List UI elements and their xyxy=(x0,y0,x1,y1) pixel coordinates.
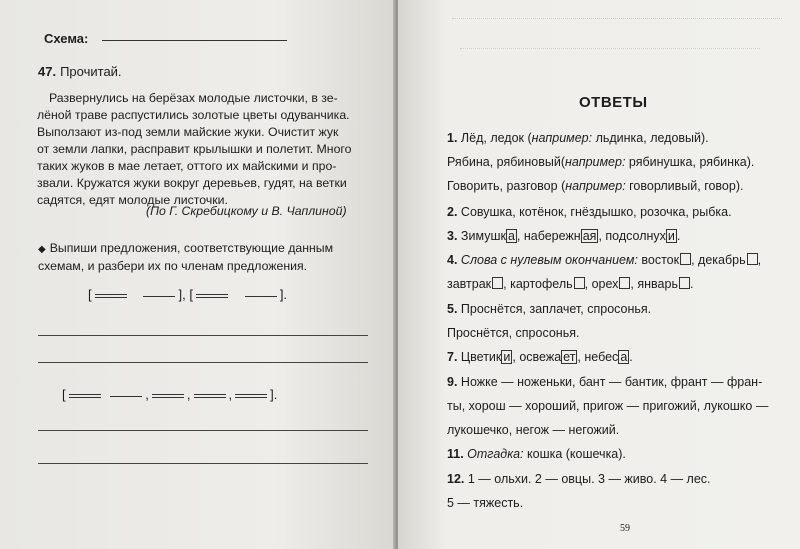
ending-box: ая xyxy=(582,229,597,243)
task-line: Выпиши предложения, соответствующие данным xyxy=(49,241,334,255)
null-ending-box xyxy=(492,277,503,289)
exercise-47-heading xyxy=(38,64,122,79)
null-ending-box xyxy=(679,277,690,289)
predicate-mark xyxy=(69,394,101,398)
answer-5: 5. Проснётся, заплачет, спросонья. xyxy=(447,302,652,316)
predicate-mark xyxy=(95,294,127,298)
null-ending-box xyxy=(747,253,758,265)
answer-3: 3. Зимушк а , набережн ая , подсолнух и . xyxy=(447,229,681,243)
answer-9-line-2: ты, хорош — хороший, пригож — пригожий, лукошко — xyxy=(447,399,769,413)
text-line: Выползают из-под земли майские жуки. Очистит жук xyxy=(37,125,339,139)
show-through-text xyxy=(460,40,760,49)
answer-1-line-3: Говорить, разговор (например: говорливый, говор). xyxy=(447,179,744,193)
ending-box: а xyxy=(507,229,515,243)
ending-box: и xyxy=(503,350,511,364)
exercise-47-text xyxy=(37,90,372,209)
null-ending-box xyxy=(680,253,691,265)
answer-9: 9. Ножке — ноженьки, бант — бантик, франт — фран- xyxy=(447,375,763,389)
predicate-mark xyxy=(194,394,226,398)
text-line: звали. Кружатся жуки вокруг деревьев, гудят, на ветки xyxy=(37,176,347,190)
schema-answer-line xyxy=(102,40,287,41)
text-line: садятся, едят молодые листочки. xyxy=(37,193,228,207)
answer-7: 7. Цветик и , освежа ет , небес а . xyxy=(447,350,633,364)
text-source: (По Г. Скребицкому и В. Чаплиной) xyxy=(146,204,347,218)
predicate-mark xyxy=(196,294,228,298)
answer-11: 11. Отгадка: кошка (кошечка). xyxy=(447,447,626,461)
task-instruction xyxy=(38,240,373,275)
schema-label: Схема: xyxy=(44,31,89,46)
text-line: лёной траве распустились золотые цветы одуванчика. xyxy=(37,108,350,122)
sentence-scheme-2: [ , , , ]. xyxy=(62,387,278,402)
answer-9-line-3: лукошечко, негож — негожий. xyxy=(447,423,620,437)
predicate-mark xyxy=(235,394,267,398)
answer-12-line-2: 5 — тяжесть. xyxy=(447,496,524,510)
ending-box: а xyxy=(620,350,628,364)
subject-mark xyxy=(245,296,277,297)
answer-1: 1. Лёд, ледок (например: льдинка, ледовый). xyxy=(447,131,709,145)
null-ending-box xyxy=(619,277,630,289)
answer-2: 2. Совушка, котёнок, гнёздышко, розочка, рыбка. xyxy=(447,205,732,219)
ending-box: ет xyxy=(563,350,576,364)
ending-box: и xyxy=(667,229,675,243)
writing-line xyxy=(38,335,368,336)
writing-line xyxy=(38,430,368,431)
exercise-instruction: Прочитай. xyxy=(60,64,122,79)
answer-12: 12. 1 — ольхи. 2 — овцы. 3 — живо. 4 — лес. xyxy=(447,472,711,486)
text-line: от земли лапки, расправит крылышки и полетит. Много xyxy=(37,142,352,156)
exercise-number: 47. xyxy=(38,64,57,79)
writing-line xyxy=(38,463,368,464)
predicate-mark xyxy=(152,394,184,398)
null-ending-box xyxy=(574,277,585,289)
subject-mark xyxy=(143,296,175,297)
text-line: таких жуков в мае летает, оттого их майскими и про- xyxy=(37,159,337,173)
sentence-scheme-1: [ ], [ ]. xyxy=(88,287,288,302)
answer-4: 4. Слова с нулевым окончанием: восток , декабрь , xyxy=(447,253,762,267)
text-line: Развернулись на берёзах молодые листочки, в зе- xyxy=(49,91,338,105)
answer-1-line-2: Рябина, рябиновый(например: рябинушка, рябинка). xyxy=(447,155,755,169)
task-line: схемам, и разбери их по членам предложения. xyxy=(38,259,308,273)
writing-line xyxy=(38,362,368,363)
page-number: 59 xyxy=(620,523,630,534)
answers-title: ОТВЕТЫ xyxy=(579,94,648,111)
show-through-text xyxy=(452,10,782,19)
right-page xyxy=(398,0,800,549)
subject-mark xyxy=(110,396,142,397)
answer-4-line-2: завтрак , картофель , орех , январь . xyxy=(447,277,694,291)
answer-5-line-2: Проснётся, спросонья. xyxy=(447,326,580,340)
diamond-bullet-icon: ◆ xyxy=(38,244,46,255)
